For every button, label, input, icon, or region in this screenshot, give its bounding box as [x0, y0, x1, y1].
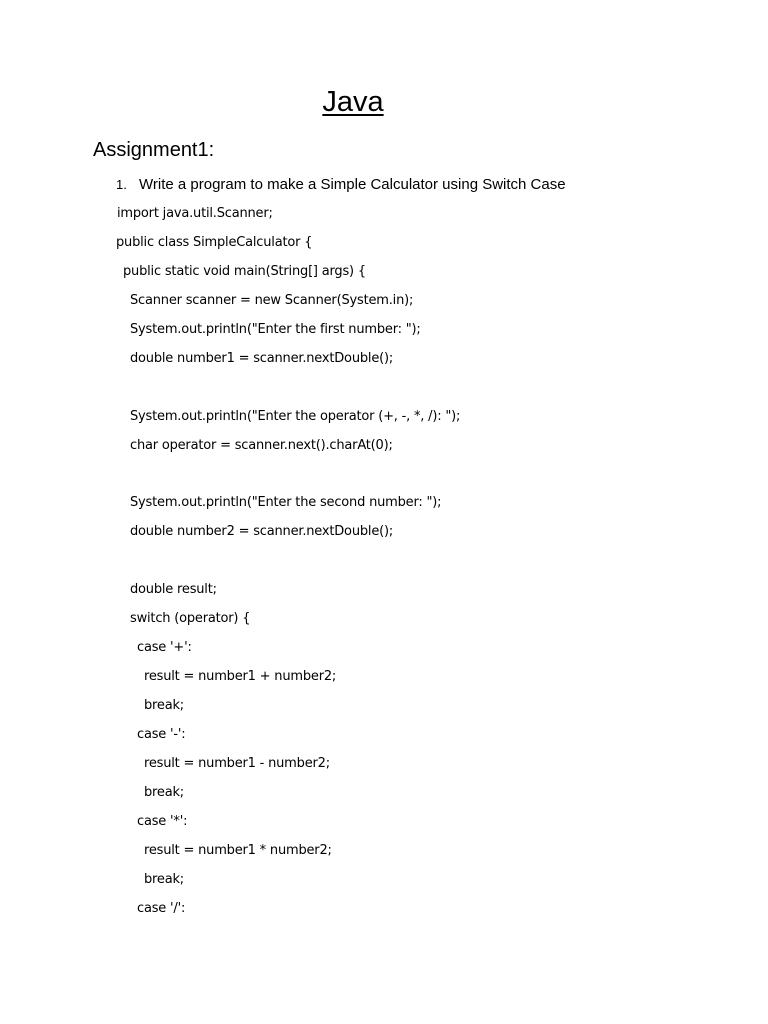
code-line: Scanner scanner = new Scanner(System.in);: [130, 293, 414, 308]
code-line: break;: [144, 698, 184, 713]
code-line: public class SimpleCalculator {: [116, 235, 313, 250]
code-line: double result;: [130, 582, 217, 597]
code-line: result = number1 - number2;: [144, 756, 330, 771]
code-line: double number1 = scanner.nextDouble();: [130, 351, 394, 366]
task-number: 1.: [116, 177, 127, 192]
code-line: char operator = scanner.next().charAt(0);: [130, 438, 393, 453]
code-line: break;: [144, 872, 184, 887]
page-title: Java: [322, 86, 384, 118]
code-line: case '*':: [137, 814, 188, 829]
task-item: [116, 176, 566, 193]
code-line: result = number1 * number2;: [144, 843, 332, 858]
code-line: case '-':: [137, 727, 186, 742]
code-line: System.out.println("Enter the operator (+, -, *, /): ");: [130, 409, 461, 424]
code-line: double number2 = scanner.nextDouble();: [130, 524, 394, 539]
code-line: break;: [144, 785, 184, 800]
code-line: case '+':: [137, 640, 192, 655]
code-line: public static void main(String[] args) {: [123, 264, 366, 279]
code-line: result = number1 + number2;: [144, 669, 337, 684]
code-line: switch (operator) {: [130, 611, 251, 626]
code-line: System.out.println("Enter the first number: ");: [130, 322, 421, 337]
task-text: Write a program to make a Simple Calculator using Switch Case: [139, 176, 566, 193]
code-line: System.out.println("Enter the second number: ");: [130, 495, 442, 510]
code-line: import java.util.Scanner;: [117, 206, 273, 221]
assignment-heading: Assignment1:: [93, 139, 215, 161]
code-line: case '/':: [137, 901, 186, 916]
